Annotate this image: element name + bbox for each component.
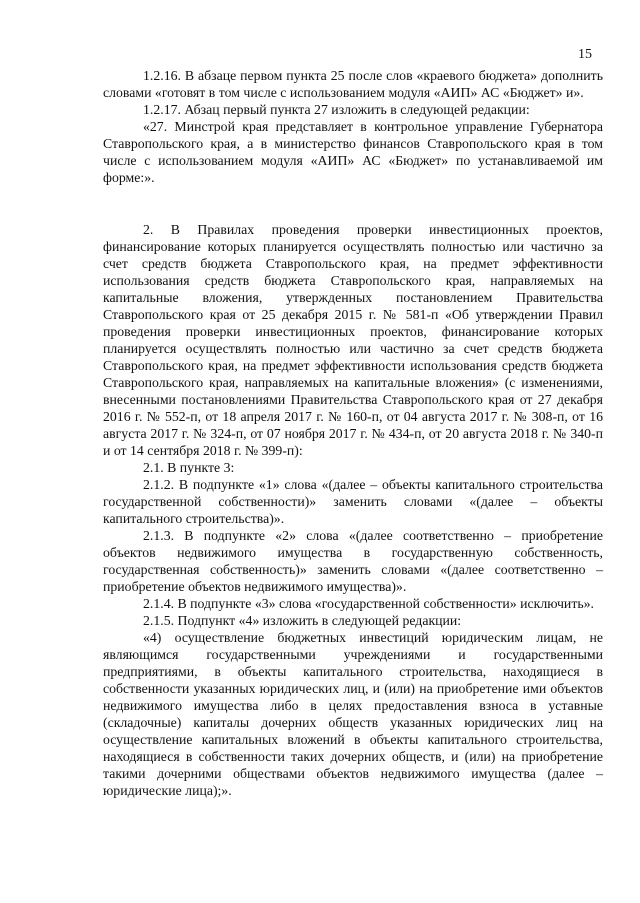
paragraph-2: 2. В Правилах проведения проверки инвестиционных проектов, финансирование которых планируется осуществлять полностью или частично за счет средств бюджета Ставропольского края, на предмет эффективности использования средств бюджета Ставропольского края, направляемых на капитальные вложения, утвержденных постановлением Правительства Ставропольского края от 25 декабря 2015 г. № 581-п «Об утверждении Правил проведения проверки инвестиционных проектов, финансирование которых планируется осуществлять полностью или частично за счет средств бюджета Ставропольского края, на предмет эффективности использования средств бюджета Ставропольского края, направляемых на капитальные вложения» (с изменениями, внесенными постановлениями Правительства Ставропольского края от 27 декабря 2016 г. № 552-п, от 18 апреля 2017 г. № 160-п, от 04 августа 2017 г. № 308-п, от 16 августа 2017 г. № 324-п, от 07 ноября 2017 г. № 434-п, от 20 августа 2018 г. № 340-п и от 14 сентября 2018 г. № 399-п): bbox=[103, 222, 603, 458]
paragraph-subpoint-4: «4) осуществление бюджетных инвестиций юридическим лицам, не являющимся государственными учреждениями и государственными предприятиями, в объекты капитального строительства, находящиеся в собственности указанных юридических лиц, и (или) на приобретение ими объектов недвижимого имущества либо в целях предоставления взноса в уставные (складочные) капиталы дочерних обществ указанных юридических лиц на осуществление капитальных вложений в объекты капитального строительства, находящиеся в собственности таких дочерних обществ, и (или) на приобретение такими дочерними обществами объектов недвижимого имущества (далее – юридические лица);». bbox=[103, 630, 603, 798]
paragraph-2-1-3: 2.1.3. В подпункте «2» слова «(далее соответственно – приобретение объектов недвижимого имущества в государственную собственность, государственная собственность)» заменить словами «(далее соответственно – приобретение объектов недвижимого имущества)». bbox=[103, 528, 603, 594]
paragraph-2-1-5: 2.1.5. Подпункт «4» изложить в следующей редакции: bbox=[143, 613, 462, 628]
paragraph-gap bbox=[103, 186, 603, 221]
paragraph-2-1-4: 2.1.4. В подпункте «3» слова «государственной собственности» исключить». bbox=[143, 596, 594, 611]
paragraph-1-2-17: 1.2.17. Абзац первый пункта 27 изложить в следующей редакции: bbox=[143, 102, 530, 117]
paragraph-2-1-2: 2.1.2. В подпункте «1» слова «(далее – объекты капитального строительства государственной собственности)» заменить словами «(далее – объекты капитального строительства)». bbox=[103, 477, 603, 526]
paragraph-quote-27: «27. Минстрой края представляет в контрольное управление Губернатора Ставропольского края, а в министерство финансов Ставропольского края в том числе с использованием модуля «АИП» АС «Бюджет» по устанавливаемой им форме:». bbox=[103, 119, 603, 185]
page-number: 15 bbox=[578, 47, 592, 62]
paragraph-1-2-16: 1.2.16. В абзаце первом пункта 25 после слов «краевого бюджета» дополнить словами «готовят в том числе с использованием модуля «АИП» АС «Бюджет» и». bbox=[103, 68, 603, 100]
paragraph-2-1: 2.1. В пункте 3: bbox=[143, 460, 235, 475]
document-body bbox=[103, 67, 603, 799]
